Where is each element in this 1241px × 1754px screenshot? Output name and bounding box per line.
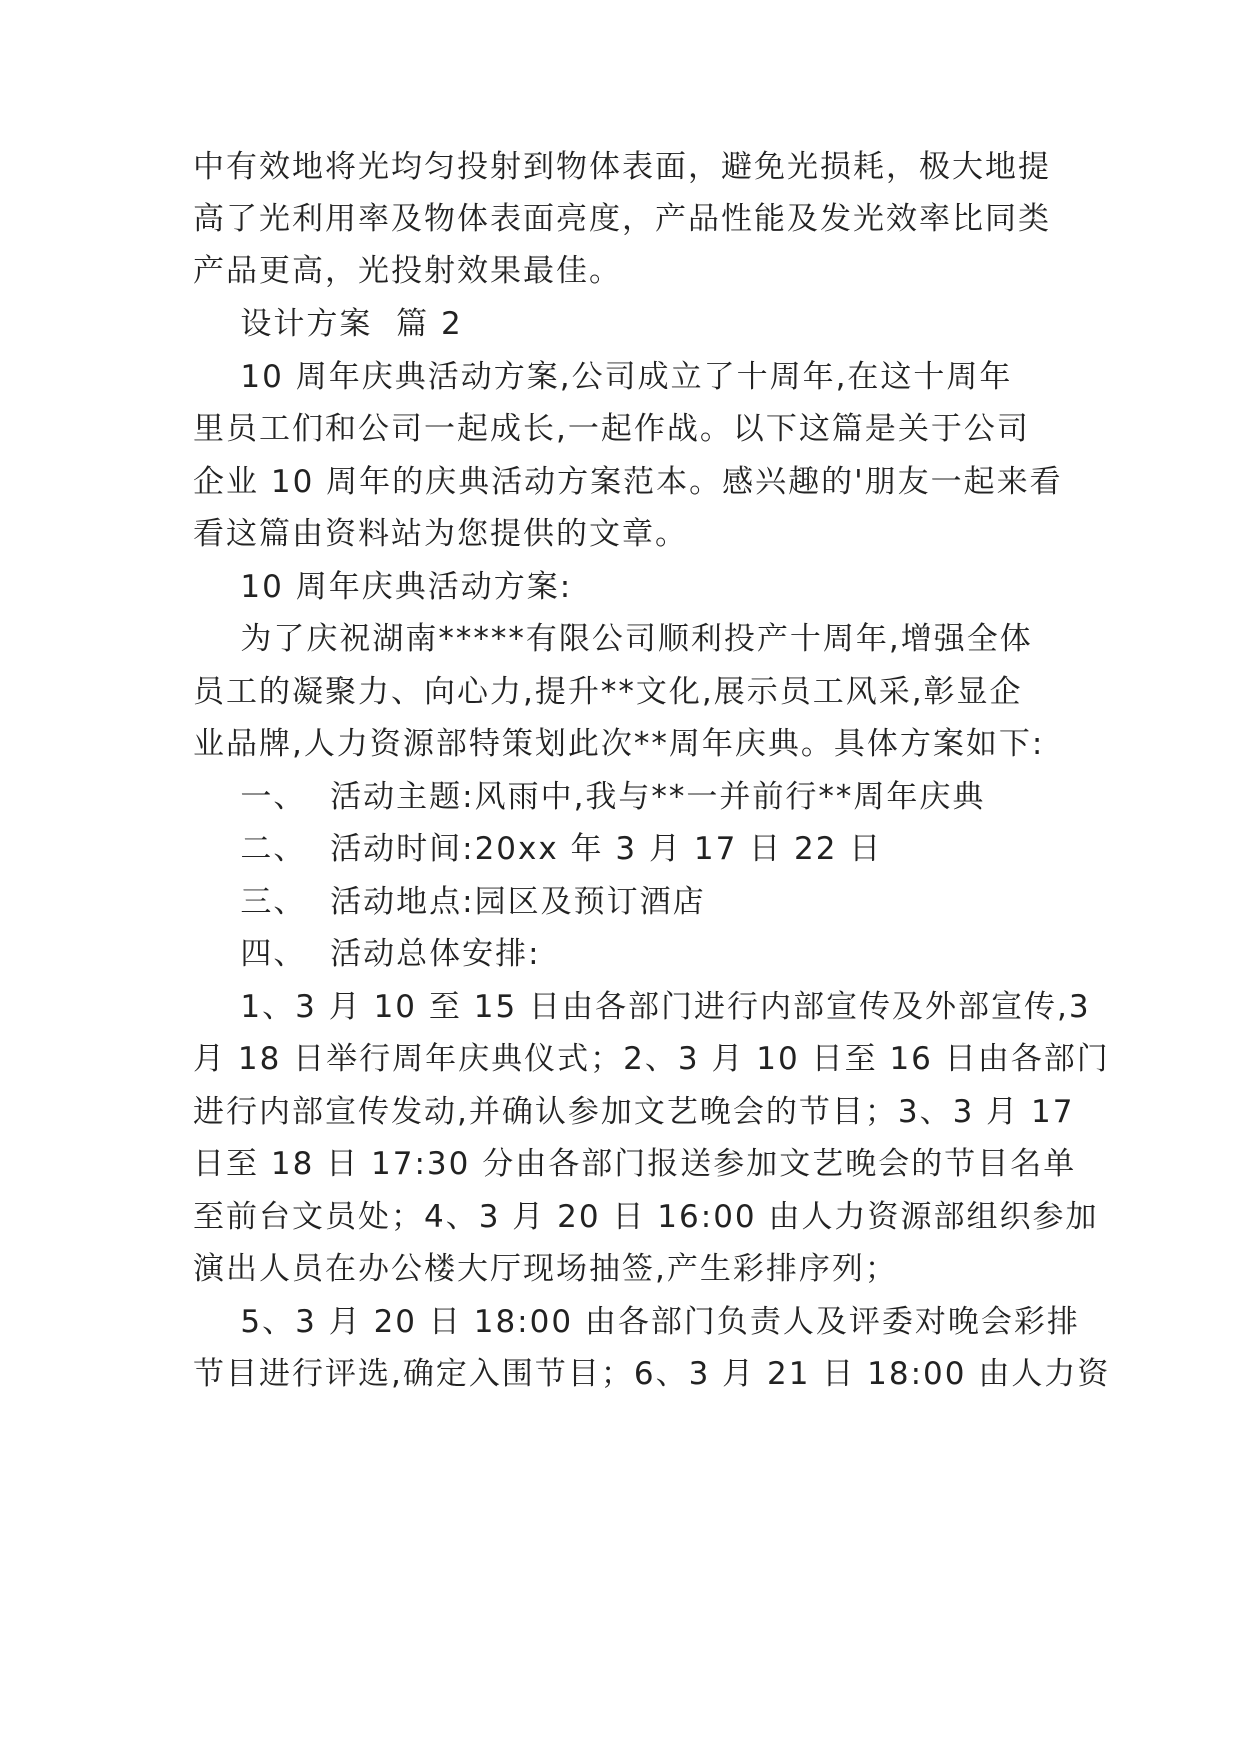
text-line: 节目进行评选,确定入围节目；6、3 月 21 日 18:00 由人力资: [193, 1356, 1111, 1392]
list-item: 二、 活动时间:20xx 年 3 月 17 日 22 日: [193, 831, 883, 867]
text-line: 产品更高，光投射效果最佳。: [193, 253, 622, 289]
text-line: 5、3 月 20 日 18:00 由各部门负责人及评委对晚会彩排: [193, 1304, 1080, 1340]
text-line: 里员工们和公司一起成长,一起作战。以下这篇是关于公司: [193, 411, 1030, 447]
text-line: 演出人员在办公楼大厅现场抽签,产生彩排序列；: [193, 1251, 898, 1287]
text-line: 员工的凝聚力、向心力,提升**文化,展示员工风采,彰显企: [193, 674, 1023, 710]
list-item: 三、 活动地点:园区及预订酒店: [193, 884, 706, 920]
text-line: 中有效地将光均匀投射到物体表面，避免光损耗，极大地提: [193, 149, 1051, 185]
text-line: 至前台文员处；4、3 月 20 日 16:00 由人力资源部组织参加: [193, 1199, 1099, 1235]
text-line: 1、3 月 10 至 15 日由各部门进行内部宣传及外部宣传,3: [193, 989, 1091, 1025]
list-item: 四、 活动总体安排:: [193, 936, 541, 972]
text-line: 为了庆祝湖南*****有限公司顺利投产十周年,增强全体: [193, 621, 1033, 657]
text-line: 10 周年庆典活动方案:: [193, 569, 573, 605]
text-line: 高了光利用率及物体表面亮度，产品性能及发光效率比同类: [193, 201, 1051, 237]
text-line: 月 18 日举行周年庆典仪式；2、3 月 10 日至 16 日由各部门: [193, 1041, 1110, 1077]
text-line: 10 周年庆典活动方案,公司成立了十周年,在这十周年: [193, 359, 1013, 395]
text-line: 业品牌,人力资源部特策划此次**周年庆典。具体方案如下:: [193, 726, 1045, 762]
section-heading: 设计方案 篇 2: [193, 306, 463, 342]
text-line: 看这篇由资料站为您提供的文章。: [193, 516, 688, 552]
list-item: 一、 活动主题:风雨中,我与**一并前行**周年庆典: [193, 779, 986, 815]
text-line: 日至 18 日 17:30 分由各部门报送参加文艺晚会的节目名单: [193, 1146, 1077, 1182]
text-line: 进行内部宣传发动,并确认参加文艺晚会的节目；3、3 月 17: [193, 1094, 1075, 1130]
text-line: 企业 10 周年的庆典活动方案范本。感兴趣的'朋友一起来看: [193, 464, 1063, 500]
